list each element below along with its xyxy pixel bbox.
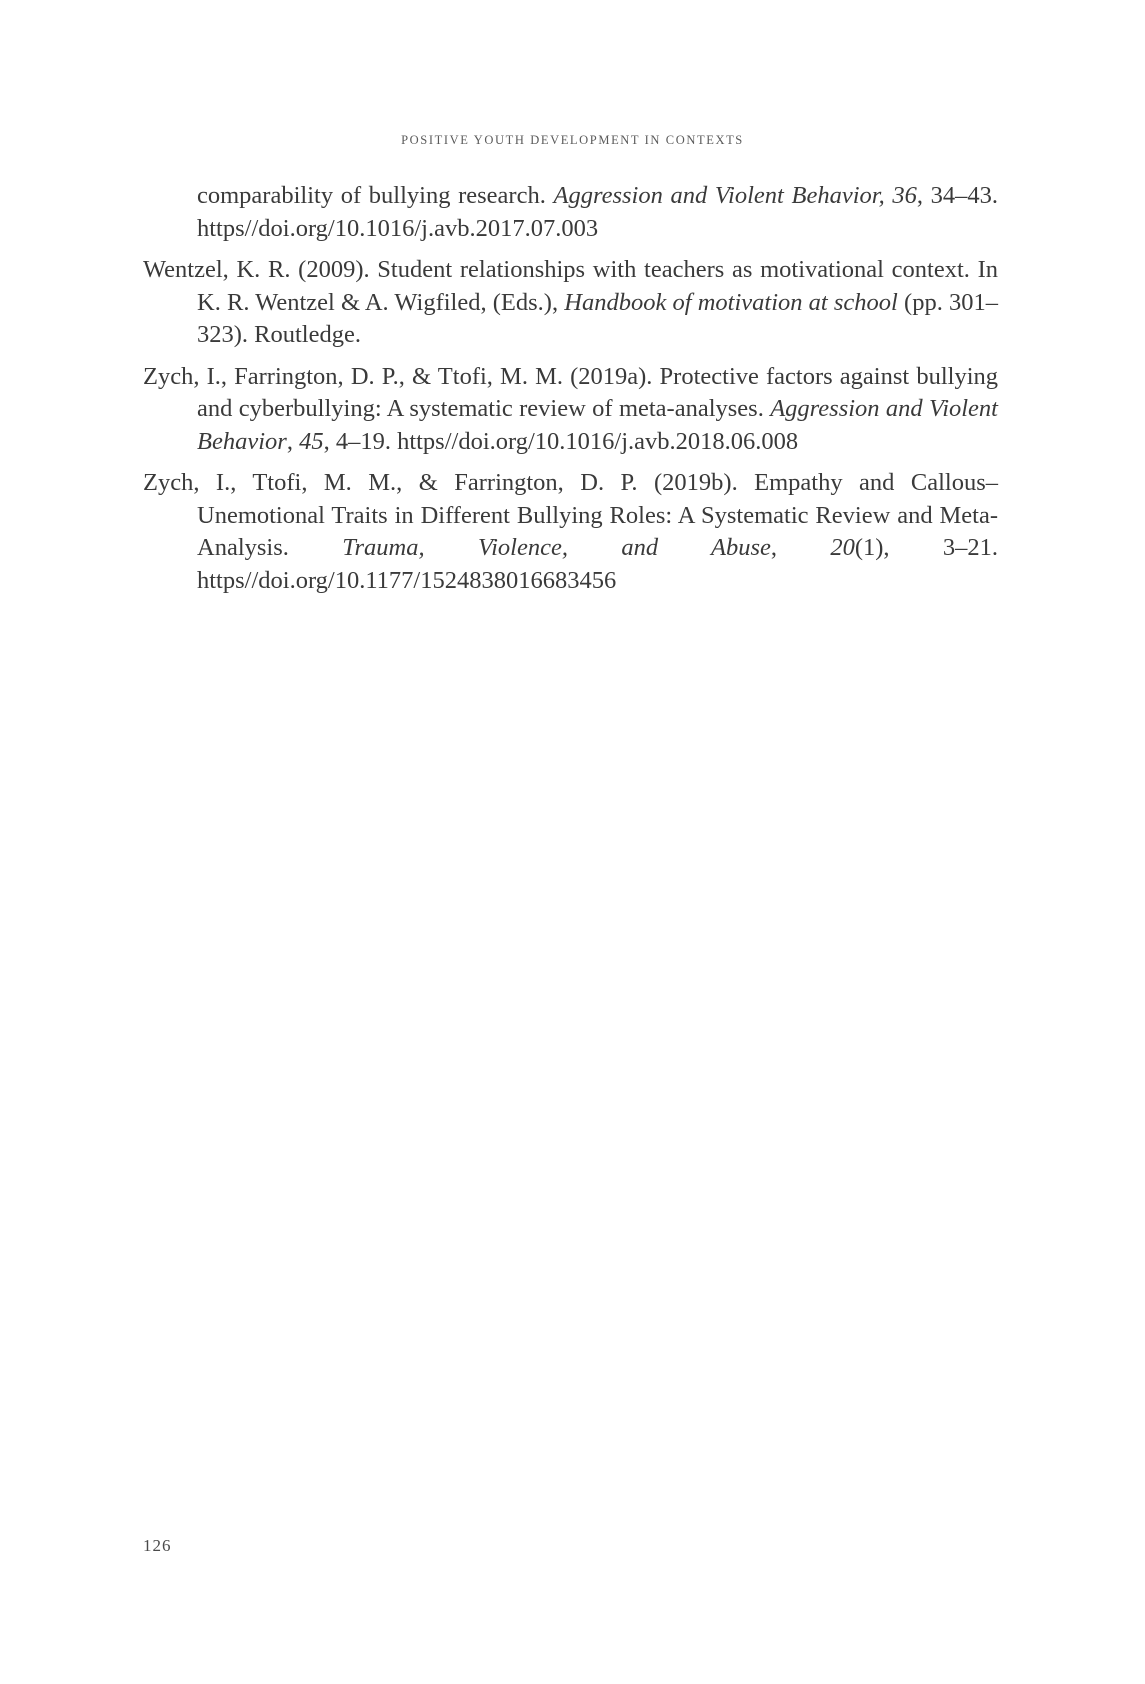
reference-list — [143, 180, 998, 606]
journal-title: Aggression and Violent Behavior, 36 — [553, 182, 917, 209]
volume-number: 45 — [299, 427, 324, 455]
volume-number: 20 — [830, 534, 855, 561]
reference-text: , — [770, 534, 831, 561]
reference-entry-wentzel — [143, 254, 998, 352]
running-header: POSITIVE YOUTH DEVELOPMENT IN CONTEXTS — [401, 133, 744, 147]
reference-entry-continued — [143, 180, 998, 245]
reference-text: Zych, I., Farrington, D. P., & Ttofi, M. M. (2019a). Protective factors against bullying and cyberbullying: A systematic review of meta-analyses. — [143, 362, 998, 422]
reference-text: , 4–19. https//doi.org/10.1016/j.avb.2018.06.008 — [323, 427, 799, 455]
reference-text: (pp. 301–323). Routledge. — [197, 288, 998, 348]
reference-text: (1), 3–21. https//doi.org/10.1177/1524838016683456 — [197, 534, 999, 594]
reference-text: comparability of bullying research. — [197, 182, 554, 209]
reference-text: , — [286, 427, 300, 455]
journal-title: Aggression and Violent Behavior — [197, 395, 998, 455]
journal-title: Trauma, Violence, and Abuse — [342, 534, 771, 561]
page-number: 126 — [143, 1536, 172, 1555]
reference-entry-zych-2019b — [143, 467, 998, 597]
book-title: Handbook of motivation at school — [564, 288, 898, 316]
reference-text: Wentzel, K. R. (2009). Student relationships with teachers as motivational context. In K. R. Wentzel & A. Wigfiled, (Eds.), — [143, 256, 998, 316]
reference-entry-zych-2019a — [143, 361, 998, 459]
reference-text: Zych, I., Ttofi, M. M., & Farrington, D. P. (2019b). Empathy and Callous–Unemotional Traits in Different Bullying Roles: A Systematic Review and Meta-Analysis. — [143, 469, 998, 561]
reference-text: , 34–43. https//doi.org/10.1016/j.avb.2017.07.003 — [197, 182, 998, 242]
